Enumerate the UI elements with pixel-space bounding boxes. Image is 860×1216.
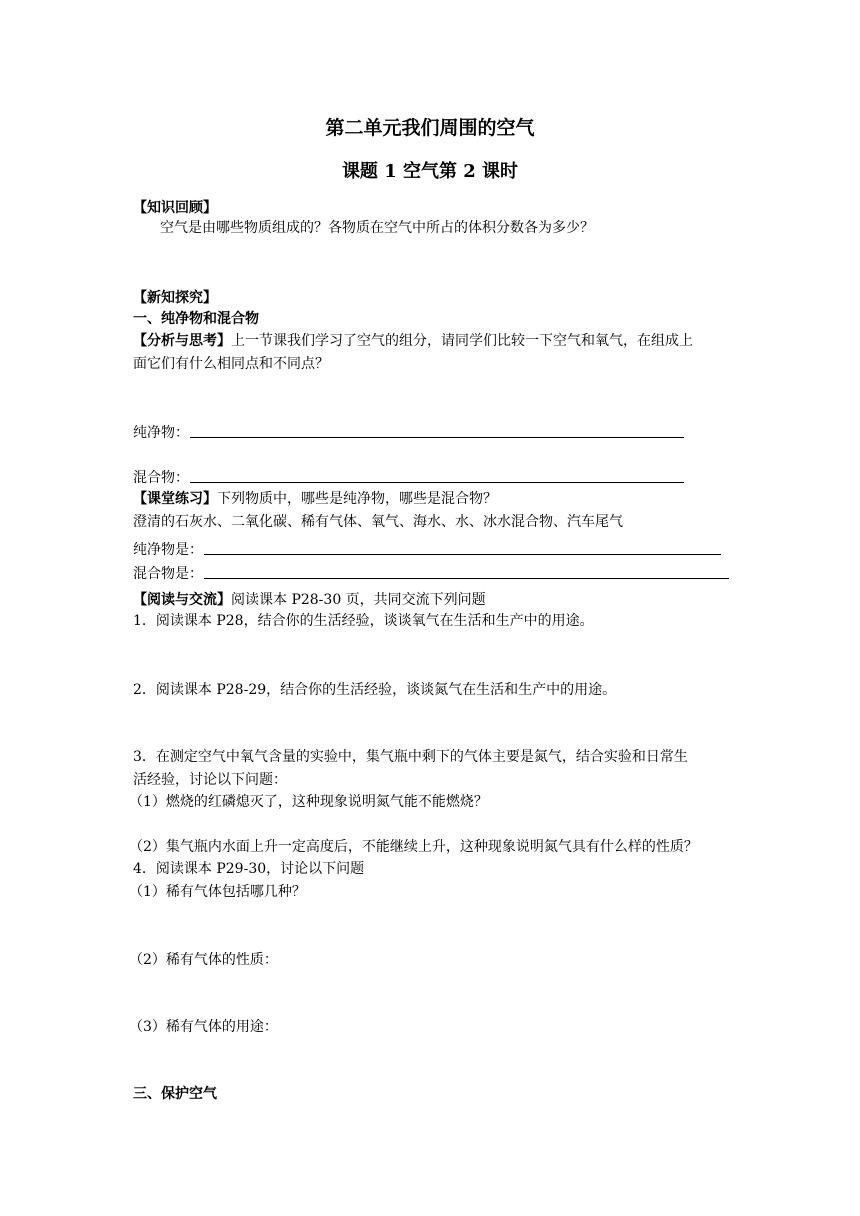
analysis-text-2: 面它们有什么相同点和不同点？ bbox=[133, 356, 329, 372]
practice-pure-blank[interactable] bbox=[204, 554, 721, 555]
pure-answer-blank[interactable] bbox=[190, 437, 684, 438]
reading-text: 阅读课本 P28-30 页，共同交流下列问题 bbox=[231, 592, 486, 608]
page-subtitle: 课题 1 空气第 2 课时 bbox=[341, 161, 519, 182]
analysis-line-1 bbox=[133, 332, 693, 350]
section1-heading: 一、纯净物和混合物 bbox=[133, 311, 259, 327]
question-1: 1．阅读课本 P28，结合你的生活经验，谈谈氧气在生活和生产中的用途。 bbox=[133, 613, 594, 629]
practice-line bbox=[133, 490, 497, 508]
question-3-sub-1: （1）燃烧的红磷熄灭了，这种现象说明氮气能不能燃烧？ bbox=[129, 794, 488, 810]
reading-tag: 【阅读与交流】 bbox=[133, 592, 231, 608]
review-question: 空气是由哪些物质组成的？各物质在空气中所占的体积分数各为多少？ bbox=[160, 220, 594, 236]
practice-items: 澄清的石灰水、二氧化碳、稀有气体、氧气、海水、水、冰水混合物、汽车尾气 bbox=[133, 514, 623, 530]
question-4-sub-2: （2）稀有气体的性质： bbox=[129, 952, 278, 968]
analysis-tag: 【分析与思考】 bbox=[133, 333, 231, 349]
mixture-label: 混合物： bbox=[133, 470, 189, 486]
practice-pure-label: 纯净物是： bbox=[133, 542, 203, 558]
analysis-text-1: 上一节课我们学习了空气的组分，请同学们比较一下空气和氧气，在组成上 bbox=[231, 333, 693, 349]
question-2: 2．阅读课本 P28-29，结合你的生活经验，谈谈氮气在生活和生产中的用途。 bbox=[133, 682, 617, 698]
pure-label: 纯净物： bbox=[133, 425, 189, 441]
explore-heading: 【新知探究】 bbox=[133, 290, 217, 306]
practice-mixture-label: 混合物是： bbox=[133, 566, 203, 582]
question-3-line-2: 活经验，讨论以下问题： bbox=[133, 772, 287, 788]
mixture-answer-blank[interactable] bbox=[190, 482, 684, 483]
practice-text: 下列物质中，哪些是纯净物，哪些是混合物？ bbox=[217, 491, 497, 507]
section3-heading: 三、保护空气 bbox=[133, 1086, 217, 1102]
practice-mixture-blank[interactable] bbox=[204, 578, 729, 579]
reading-line bbox=[133, 591, 486, 609]
question-3-line-1: 3．在测定空气中氧气含量的实验中，集气瓶中剩下的气体主要是氮气，结合实验和日常生 bbox=[133, 749, 688, 765]
review-heading: 【知识回顾】 bbox=[133, 200, 217, 216]
question-4: 4．阅读课本 P29-30，讨论以下问题 bbox=[133, 861, 365, 877]
question-4-sub-1: （1）稀有气体包括哪几种？ bbox=[129, 884, 306, 900]
question-4-sub-3: （3）稀有气体的用途： bbox=[129, 1019, 278, 1035]
question-3-sub-2: （2）集气瓶内水面上升一定高度后，不能继续上升，这种现象说明氮气具有什么样的性质？ bbox=[129, 839, 698, 855]
page-title: 第二单元我们周围的空气 bbox=[325, 117, 535, 139]
practice-tag: 【课堂练习】 bbox=[133, 491, 217, 507]
